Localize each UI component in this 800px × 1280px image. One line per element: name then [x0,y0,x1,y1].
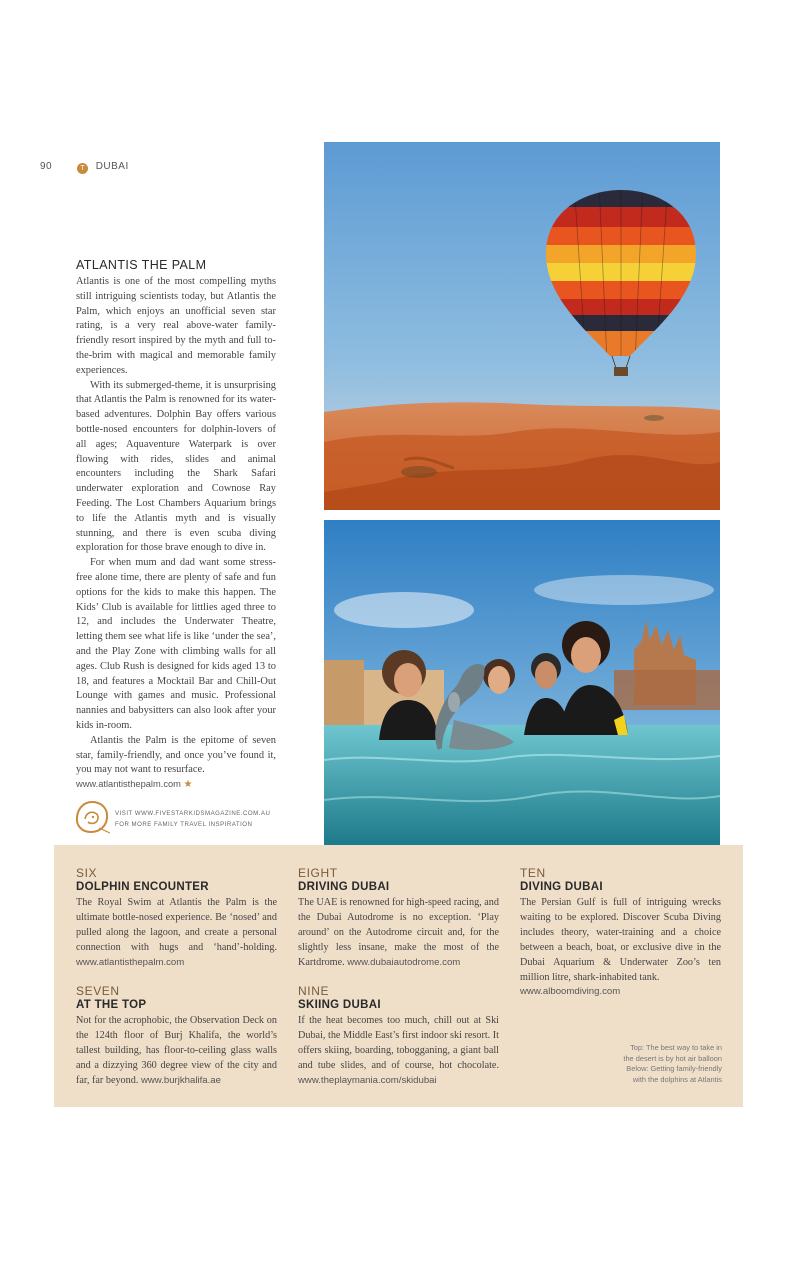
item-link[interactable]: www.atlantisthepalm.com [76,956,185,968]
section-label: DUBAI [95,161,129,172]
article-title: ATLANTIS THE PALM [76,258,207,272]
list-item-eight [298,866,499,971]
item-number: NINE [298,984,330,998]
list-item-ten [520,866,721,1000]
item-title: SKIING DUBAI [298,999,381,1011]
article-paragraph: Atlantis the Palm is the epitome of seven star, family-friendly, and once you’ve found it, you may not want to resurface. [76,734,276,776]
list-item-seven [76,984,277,1089]
visit-text-line-2: FOR MORE FAMILY TRAVEL INSPIRATION [115,821,253,828]
item-title: DOLPHIN ENCOUNTER [76,881,209,893]
article-paragraph: For when mum and dad want some stress-free alone time, there are plenty of safe and fun options for the kids to make this happen. The Kids’ Club is available for littlies aged three to 12, and includes the Underwater Theatre, letting them see what life is like ‘under the sea’, and the Play Zone with climbing walls for all ages. Club Rush is designed for kids aged 13 to 18, and features a Mocktail Bar and Chill-Out Lounge with games and music. Professional nannies and babysitters can also look after your kids in-room. [76,557,276,731]
item-text: The UAE is renowned for high-speed racing, and the Dubai Autodrome is no exception. ‘Play around’ on the Autodrome circuit and, for the slightly less insane, make the most of the Kartdrome. www.dubaiautodrome.com [298,897,499,968]
page-number: 90 [40,161,53,172]
article-paragraph: Atlantis is one of the most compelling myths still intriguing scientists today, but Atlantis the Palm, which enjoys an unofficial seven star rating, is a very real above-water family-friendly resort inspired by the myth and full to-the-brim with magical and memorable family experiences. [76,276,276,376]
photo-caption [572,1043,722,1085]
list-item-nine [298,984,499,1089]
item-link[interactable]: www.alboomdiving.com [520,986,621,998]
article-url[interactable]: www.atlantisthepalm.com [76,779,181,790]
item-number: SEVEN [76,984,120,998]
item-link[interactable]: www.dubaiautodrome.com [347,956,461,968]
star-icon: ★ [183,779,193,791]
item-link[interactable]: www.theplaymania.com/skidubai [298,1074,437,1086]
item-link[interactable]: www.burjkhalifa.ae [140,1074,221,1086]
article-paragraph: With its submerged-theme, it is unsurprising that Atlantis the Palm is renowned for its water-based adventures. Dolphin Bay offers various bottle-nosed encounters for dolphin-lovers of all ages; Aquaventure Waterpark is over flowing with rides, slides and animal encounters including the Shark Safari underwater exploration and Cownose Ray Feeding. The Lost Chambers Aquarium brings to life the Atlantis myth and is visually stunning, and there is even scuba diving exploration for those brave enough to dive in. [76,379,276,554]
item-title: DIVING DUBAI [520,881,603,893]
article-url-line [76,779,276,790]
caption-line: the desert is by hot air balloon [623,1053,722,1063]
caption-line: with the dolphins at Atlantis [632,1074,722,1084]
item-title: AT THE TOP [76,999,147,1011]
item-text: If the heat becomes too much, chill out at Ski Dubai, the Middle East’s first indoor ski resort. It offers skiing, boarding, tobogganing, a giant ball and tube slides, and of course, hot chocolate. www.theplaymania.com/skidubai [298,1015,499,1086]
item-text: Not for the acrophobic, the Observation Deck on the 124th floor of Burj Khalifa, the world’s tallest building, has floor-to-ceiling glass walls and a dizzying 360 degree view of the city and far, far beyond. www.burjkhalifa.ae [76,1015,277,1086]
caption-line: Below: Getting family-friendly [626,1064,722,1073]
magazine-logo-icon [74,800,110,834]
folio [40,161,129,174]
item-number: TEN [520,866,546,880]
balloon-desert-photo [324,142,720,510]
visit-promo [74,800,274,840]
section-badge-icon: T [77,163,88,174]
main-article [76,258,276,790]
dolphin-family-photo [324,520,720,845]
visit-text [115,808,270,830]
visit-text-line-1[interactable]: VISIT WWW.FIVESTARKIDSMAGAZINE.COM.AU [115,810,271,817]
list-item-six [76,866,277,971]
item-title: DRIVING DUBAI [298,881,390,893]
item-number: SIX [76,866,98,880]
caption-line: Top: The best way to take in [630,1043,722,1052]
item-number: EIGHT [298,866,338,880]
item-text: The Royal Swim at Atlantis the Palm is the ultimate bottle-nosed experience. Be ‘nosed’ and pulled along the lagoon, and create a personal connection with hugs and ‘hand’-holding. www.atlantisthepalm.com [76,897,277,968]
item-text: The Persian Gulf is full of intriguing wrecks waiting to be explored. Discover Scuba Diving includes theory, water-training and a choice between a beach, boat, or exclusive dive in the Dubai Aquarium & Underwater Zoo’s ten million litre, shark-inhabited tank. [520,897,721,983]
